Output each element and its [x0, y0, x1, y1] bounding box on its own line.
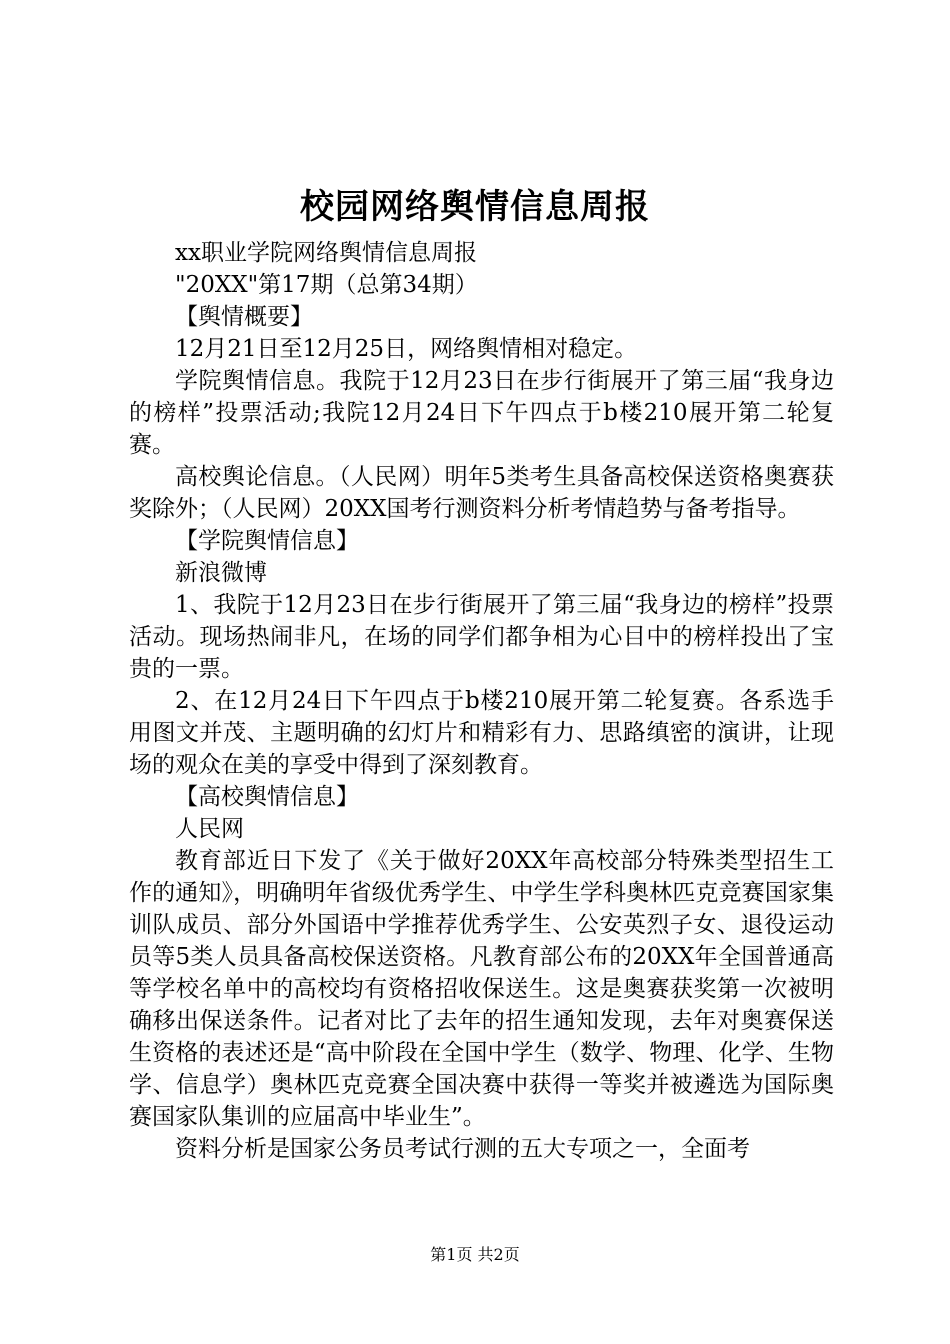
page-footer: 第1页 共2页 [430, 1245, 520, 1264]
document-body [129, 237, 834, 1165]
section-heading: 【高校舆情信息】 [175, 784, 359, 810]
section-heading: 【舆情概要】 [175, 304, 313, 330]
paragraph: 12月21日至12月25日，网络舆情相对稳定。 [175, 336, 638, 362]
paragraph: xx职业学院网络舆情信息周报 [175, 240, 477, 266]
document-title: 校园网络舆情信息周报 [300, 187, 650, 227]
paragraph: 资料分析是国家公务员考试行测的五大专项之一，全面考 [175, 1136, 750, 1162]
paragraph: 学院舆情信息。我院于12月23日在步行街展开了第三届“我身边的榜样”投票活动;我院12月24日下午四点于b楼210展开第二轮复赛。 [129, 368, 834, 458]
paragraph: 1、我院于12月23日在步行街展开了第三届“我身边的榜样”投票活动。现场热闹非凡，在场的同学们都争相为心目中的榜样投出了宝贵的一票。 [129, 592, 834, 682]
paragraph: "20XX"第17期（总第34期） [175, 272, 478, 298]
paragraph: 教育部近日下发了《关于做好20XX年高校部分特殊类型招生工作的通知》，明确明年省级优秀学生、中学生学科奥林匹克竞赛国家集训队成员、部分外国语中学推荐优秀学生、公安英烈子女、退役运动员等5类人员具备高校保送资格。凡教育部公布的20XX年全国普通高等学校名单中的高校均有资格招收保送生。这是奥赛获奖第一次被明确移出保送条件。记者对比了去年的招生通知发现，去年对奥赛保送生资格的表述还是“高中阶段在全国中学生（数学、物理、化学、生物学、信息学）奥林匹克竞赛全国决赛中获得一等奖并被遴选为国际奥赛国家队集训的应届高中毕业生”。 [129, 848, 834, 1130]
source-label: 新浪微博 [175, 560, 267, 586]
paragraph: 2、在12月24日下午四点于b楼210展开第二轮复赛。各系选手用图文并茂、主题明确的幻灯片和精彩有力、思路缜密的演讲，让现场的观众在美的享受中得到了深刻教育。 [129, 688, 834, 778]
source-label: 人民网 [175, 816, 244, 842]
section-heading: 【学院舆情信息】 [175, 528, 359, 554]
paragraph: 高校舆论信息。（人民网）明年5类考生具备高校保送资格奥赛获奖除外；（人民网）20XX国考行测资料分析考情趋势与备考指导。 [129, 464, 834, 522]
